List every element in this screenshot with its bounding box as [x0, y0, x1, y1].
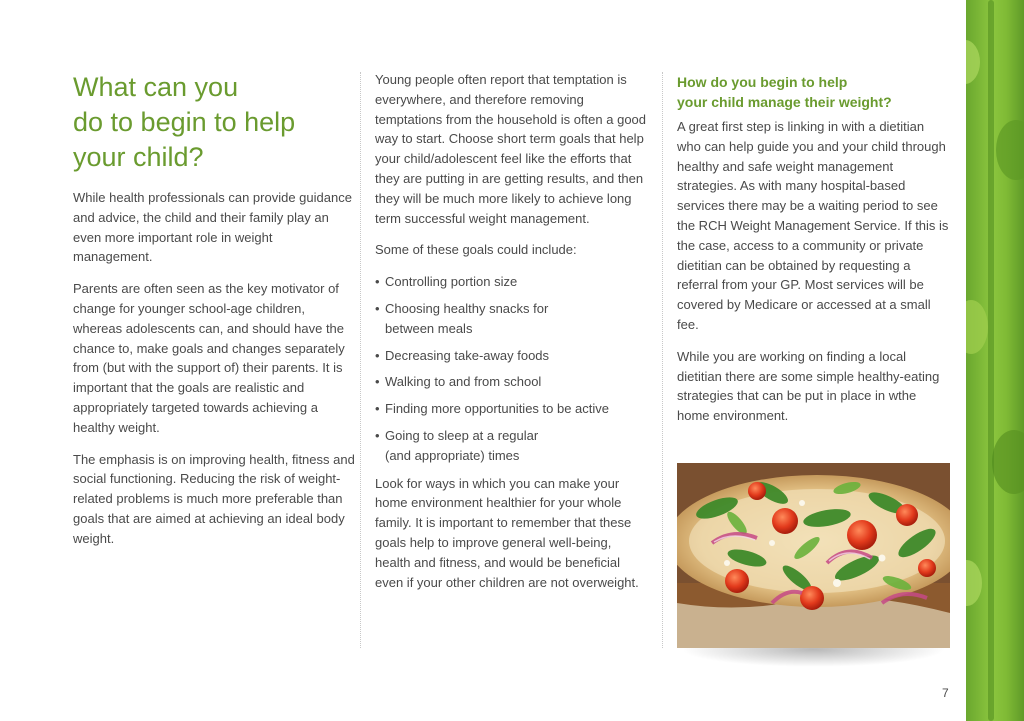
column-middle — [375, 70, 650, 592]
paragraph-local-dietitian: While you are working on finding a local dietitian there are some simple healthy-eating strategies that can be put in place in wthe home environment. — [677, 348, 940, 424]
subheading-line-1: How do you begin to help — [677, 74, 848, 90]
column-left — [73, 70, 355, 549]
list-item — [375, 272, 650, 292]
list-item — [375, 399, 650, 419]
goals-intro: Some of these goals could include: — [375, 242, 577, 258]
paragraph-dietitian: A great first step is linking in with a dietitian who can help guide you and your child through healthy and safe weight management strategies. As with many hospital-based services there may be a waiting period to see the RCH Weight Management Service. If this is the case, access to a community or private dietitian can be obtained by requesting a referral from your GP. Most services will be covered by Medicare or accessed at a small fee. — [677, 119, 949, 332]
pizza-salad-image — [677, 463, 950, 648]
goal-text: Going to sleep at a regular (and appropriate) times — [385, 427, 539, 463]
section-subheading — [677, 72, 949, 112]
goals-list — [375, 272, 650, 465]
leaf-shape — [966, 560, 982, 606]
heading-line-2: do to begin to help — [73, 107, 296, 137]
column-divider-2 — [662, 72, 663, 648]
paragraph-health-professionals: While health professionals can provide guidance and advice, the child and their family play an even more important role in weight management. — [73, 190, 352, 265]
stem-shape — [988, 0, 994, 721]
goal-text: Finding more opportunities to be active — [385, 401, 610, 417]
subheading-line-2: your child manage their weight? — [677, 94, 892, 110]
goal-text: Walking to and from school — [385, 374, 542, 390]
decorative-green-strip — [966, 0, 1024, 721]
list-item — [375, 426, 650, 466]
leaf-shape — [992, 430, 1024, 494]
goal-text: Choosing healthy snacks for between meals — [385, 300, 549, 336]
food-photo — [677, 463, 950, 648]
heading-line-1: What can you — [73, 72, 239, 102]
bullet-icon: • — [375, 274, 380, 290]
paragraph-parents-motivator: Parents are often seen as the key motivator of change for younger school-age children, whereas adolescents can, and should have the chance to, make goals and changes separately from (but with the support of) their parents. It is important that the goals are realistic and appropriately targeted towards achieving a healthy weight. — [73, 281, 345, 435]
bullet-icon: • — [375, 347, 380, 363]
paragraph-emphasis: The emphasis is on improving health, fitness and social functioning. Reducing the risk of weight-related problems is much more preferable than goals that are aimed at achieving an ideal body weight. — [73, 451, 355, 546]
list-item — [375, 346, 650, 366]
leaf-shape — [966, 40, 980, 84]
bullet-icon: • — [375, 374, 380, 390]
column-right — [677, 72, 949, 426]
list-item — [375, 299, 650, 339]
bullet-icon: • — [375, 300, 380, 316]
leaf-shape — [966, 300, 988, 354]
bullet-icon: • — [375, 427, 380, 443]
paragraph-temptation: Young people often report that temptation is everywhere, and therefore removing temptations from the household is often a good way to start. Choose short term goals that help your child/adolescent feel like the efforts that they are putting in are getting results, and then they will be much more likely to achieve long term successful weight management. — [375, 72, 647, 226]
page-heading — [73, 70, 355, 175]
bullet-icon: • — [375, 401, 380, 417]
list-item — [375, 372, 650, 392]
page-number: 7 — [942, 686, 949, 700]
goal-text: Controlling portion size — [385, 274, 518, 290]
column-divider-1 — [360, 72, 361, 648]
paragraph-home-environment: Look for ways in which you can make your home environment healthier for your whole family. It is important to remember that these goals help to improve general well-being, health and fitness, and would be beneficial even if your other children are not overweight. — [375, 475, 639, 590]
goal-text: Decreasing take-away foods — [385, 347, 550, 363]
heading-line-3: your child? — [73, 142, 204, 172]
leaf-shape — [996, 120, 1024, 180]
photo-shadow — [681, 645, 946, 667]
